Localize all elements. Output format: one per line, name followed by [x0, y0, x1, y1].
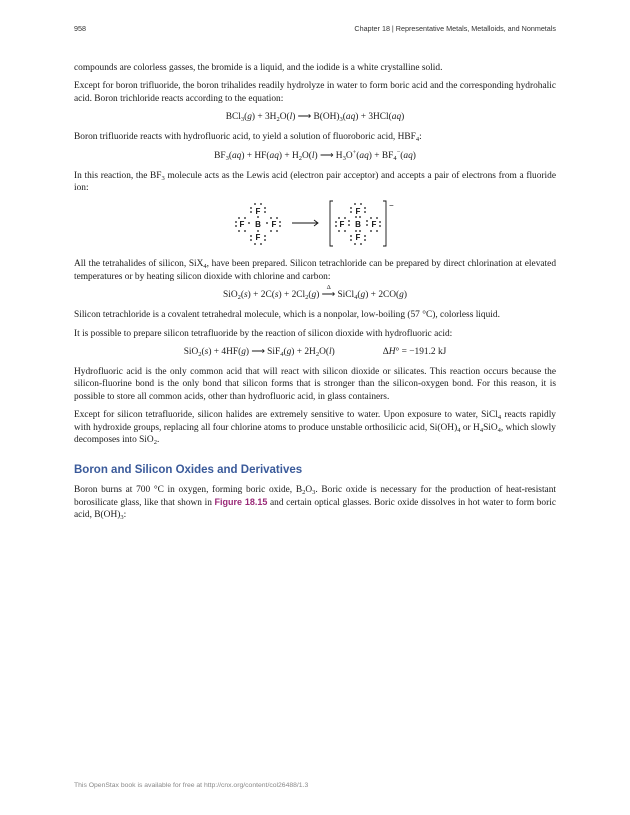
paragraph-6: Silicon tetrachloride is a covalent tetrahedral molecule, which is a nonpolar, low-boiling (57 °C), colorless liquid. — [74, 310, 500, 321]
lewis-structure-diagram — [74, 200, 556, 250]
footer-note: This OpenStax book is available for free at http://cnx.org/content/col26488/1.3 — [74, 782, 309, 789]
equation-sif4-prep: SiO$_2$(s) + 4HF(g) ⟶ $SiF_4(g) + 2H_2O(l)$ ΔH° = −191.2 kJ — [183, 347, 447, 359]
equation-sicl4-prep: $SiO_2(s) + 2C(s) + 2Cl_2(g)$ ⟶ Δ SiCl$_4$(g) + 2CO(g) — [223, 284, 407, 302]
paragraph-9: Except for silicon tetrafluoride, silicon halides are extremely sensitive to water. Upon exposure to water, SiCl$_4$ reacts rapidly with hydroxide groups, replacing all four chlorine atoms to produce unstable orthosilicic acid, $Si(OH)_4$ or $H_4SiO_4$, which slowly decomposes into SiO$_2$. — [74, 410, 556, 447]
section-heading: Boron and Silicon Oxides and Derivatives — [74, 463, 303, 476]
lewis-prod-f-left: F — [339, 220, 345, 230]
paragraph-2: Except for boron trifluoride, the boron trihalides readily hydrolyze in water to form boric acid and the corresponding hydrohalic acid. Boron trichloride reacts according to the equation: — [74, 81, 556, 104]
paragraph-1: compounds are colorless gasses, the bromide is a liquid, and the iodide is a white crystalline solid. — [74, 63, 443, 73]
right-bracket — [383, 201, 386, 246]
paragraph-4: In this reaction, the $BF_3$ molecule acts as the Lewis acid (electron pair acceptor) and accepts a pair of electrons from a fluoride ion: — [74, 170, 556, 194]
main-content — [74, 62, 556, 528]
chapter-title: Chapter 18 | Representative Metals, Metalloids, and Nonmetals — [354, 24, 556, 33]
paragraph-7: It is possible to prepare silicon tetrafluoride by the reaction of silicon dioxide with hydrofluoric acid: — [74, 328, 453, 339]
lewis-f-right: F — [271, 220, 277, 230]
equation-bf3-hf: $BF_3(aq) + HF(aq) + H_2O(l)$ ⟶ $H_3O^+(aq) + BF_4^-(aq)$ — [214, 148, 416, 162]
paragraph-10: Boron burns at 700 °C in oxygen, forming boric oxide, $B_2O_3$. Boric oxide is necessary for the production of heat-resistant borosilicate glass, like that shown in Figure 18.15 and certain optical glasses. Boric oxide dissolves in hot water to form boric acid, $B(OH)_3$: — [74, 484, 557, 522]
lewis-structure-svg — [232, 200, 402, 248]
lewis-f-left: F — [239, 220, 245, 230]
lewis-f-top: F — [255, 207, 261, 217]
lewis-prod-b-center: B — [355, 220, 361, 230]
figure-link[interactable]: Figure 18.15 — [214, 496, 268, 507]
paragraph-5: All the tetrahalides of silicon, SiX$_4$, have been prepared. Silicon tetrachloride can be prepared by direct chlorination at elevated temperatures or by heating silicon dioxide with chlorine and carbon: — [74, 259, 557, 282]
lewis-charge: − — [389, 201, 394, 211]
left-bracket — [330, 201, 333, 246]
lewis-f-bottom: F — [255, 233, 261, 243]
paragraph-3: Boron trifluoride reacts with hydrofluoric acid, to yield a solution of fluoroboric acid, $HBF_4$: — [74, 132, 422, 144]
lewis-b-center: B — [255, 220, 261, 230]
paragraph-8: Hydrofluoric acid is the only common acid that will react with silicon dioxide or silicates. This reaction occurs because the silicon-fluorine bond is the only bond that silicon forms that is stronger than the silicon-oxygen bond. For this reason, it is possible to store all common acids, other than hydrofluoric acid, in glass containers. — [74, 367, 556, 402]
lewis-prod-f-top: F — [355, 207, 361, 217]
lewis-prod-f-right: F — [371, 220, 377, 230]
equation-bcl3-hydrolysis: $BCl_3(g) + 3H_2O(l)$ ⟶ $B(OH)_3(aq) + 3HCl(aq)$ — [225, 112, 405, 124]
page-number: 958 — [74, 24, 86, 33]
lewis-prod-f-bottom: F — [355, 233, 361, 243]
